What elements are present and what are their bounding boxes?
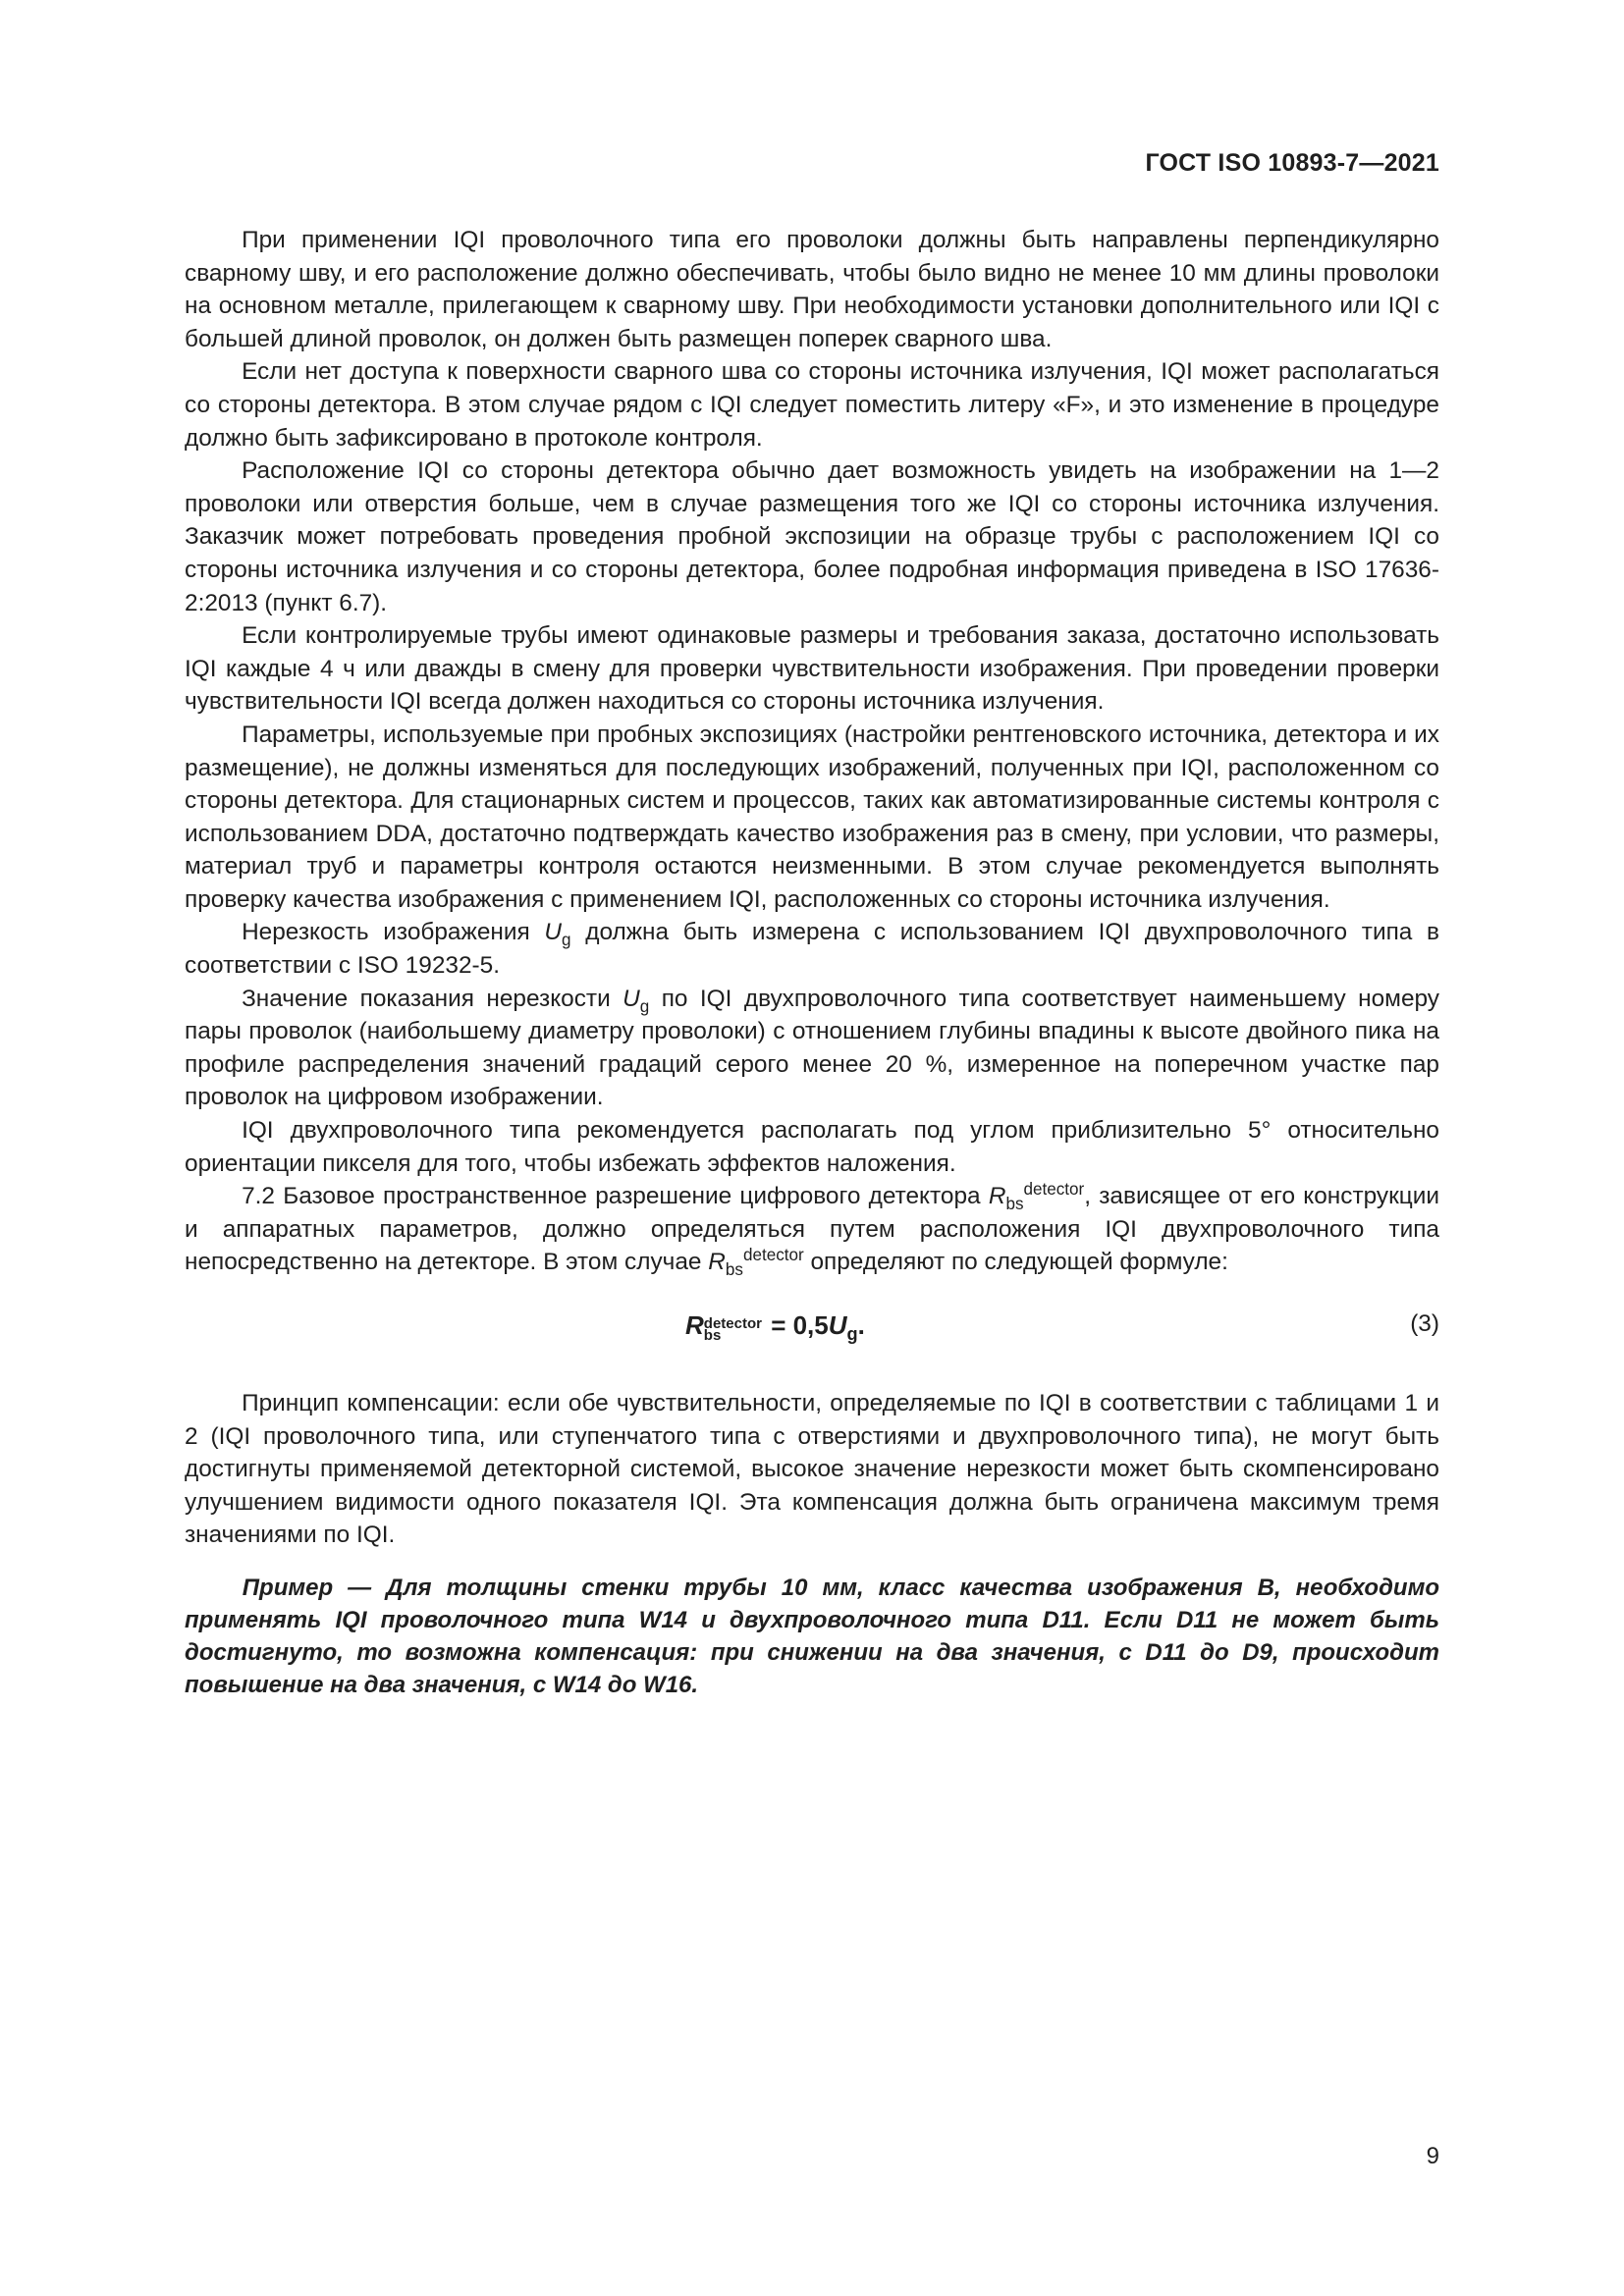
equation-number: (3): [1410, 1310, 1439, 1337]
superscript-detector: detector: [1023, 1180, 1085, 1200]
formula-rhs-suffix: .: [857, 1310, 865, 1340]
symbol-u: U: [623, 985, 640, 1012]
formula-symbol-u: U: [828, 1310, 847, 1340]
formula-subscript-g: g: [846, 1324, 858, 1345]
paragraph-iqi-frequency: Если контролируемые трубы имеют одинаковые размеры и требования заказа, достаточно использовать IQI каждые 4 ч или дважды в смену для проверки чувствительности изображения. При проведении проверки чувствительности IQI всегда должен находиться со стороны источника излучения.: [185, 622, 1439, 716]
paragraph-exposure-parameters: Параметры, используемые при пробных экспозициях (настройки рентгеновского источника, детектора и их размещение), не должны изменяться для последующих изображений, полученных при IQI, расположенном со стороны детектора. Для стационарных систем и процессов, таких как автоматизированные системы контроля с использованием DDA, достаточно подтверждать качество изображения раз в смену, при условии, что размеры, материал труб и параметры контроля остаются неизменными. В этом случае рекомендуется выполнять проверку качества изображения с применением IQI, расположенных со стороны источника излучения.: [185, 721, 1439, 913]
text-fragment: должна быть измерена с использованием IQI двухпроволочного типа в соответствии с ISO 19232-5.: [185, 919, 1440, 980]
formula-superscript-detector: detector: [703, 1315, 762, 1332]
superscript-detector: detector: [742, 1246, 804, 1265]
subscript-g: g: [639, 996, 650, 1016]
paragraph-unsharpness-measurement: [185, 916, 1439, 982]
formula-subscript-bs: bs: [703, 1327, 722, 1344]
text-fragment: Нерезкость изображения: [242, 919, 545, 946]
text-fragment: Значение показания нерезкости: [242, 985, 623, 1012]
paragraph-detector-side-placement: Если нет доступа к поверхности сварного шва со стороны источника излучения, IQI может располагаться со стороны детектора. В этом случае рядом с IQI следует поместить литеру «F», и это изменение в процедуре должно быть зафиксировано в протоколе контроля.: [185, 358, 1439, 452]
text-fragment: определяют по следующей формуле:: [803, 1249, 1228, 1276]
document-body: [185, 224, 1439, 1701]
subscript-bs: bs: [725, 1260, 743, 1280]
paragraph-duplex-iqi-angle: IQI двухпроволочного типа рекомендуется располагать под углом приблизительно 5° относительно ориентации пикселя для того, чтобы избежать эффектов наложения.: [185, 1117, 1439, 1177]
formula-3: [685, 1310, 865, 1345]
paragraph-unsharpness-reading: [185, 983, 1439, 1114]
subscript-bs: bs: [1005, 1195, 1024, 1214]
document-code-header: ГОСТ ISO 10893-7—2021: [1145, 149, 1439, 177]
paragraph-detector-side-visibility: Расположение IQI со стороны детектора обычно дает возможность увидеть на изображении на 1—2 проволоки или отверстия больше, чем в случае размещения того же IQI со стороны источника излучения. Заказчик может потребовать проведения пробной экспозиции на образце трубы с расположением IQI со стороны источника излучения и со стороны детектора, более подробная информация приведена в ISO 17636-2:2013 (пункт 6.7).: [185, 457, 1439, 616]
formula-row: [185, 1279, 1439, 1387]
formula-indices: [703, 1315, 762, 1344]
example-note: Пример — Для толщины стенки трубы 10 мм, класс качества изображения В, необходимо применять IQI проволочного типа W14 и двухпроволочного типа D11. Если D11 не может быть достигнуто, то возможна компенсация: при снижении на два значения, с D11 до D9, происходит повышение на два значения, с W14 до W16.: [185, 1574, 1439, 1698]
symbol-r: R: [988, 1183, 1006, 1210]
paragraph-basic-spatial-resolution: [185, 1180, 1439, 1279]
text-fragment: , зависящее от его конструкции и аппаратных параметров, должно определяться путем расположения IQI двухпроволочного типа непосредственно на детекторе. В этом случае: [185, 1183, 1439, 1276]
formula-symbol-r: R: [685, 1310, 704, 1340]
paragraph-wire-iqi-placement: При применении IQI проволочного типа его проволоки должны быть направлены перпендикулярно сварному шву, и его расположение должно обеспечивать, чтобы было видно не менее 10 мм длины проволоки на основном металле, прилегающем к сварному шву. При необходимости установки дополнительного или IQI с большей длиной проволок, он должен быть размещен поперек сварного шва.: [185, 227, 1439, 352]
text-fragment: 7.2 Базовое пространственное разрешение цифрового детектора: [242, 1183, 989, 1210]
page-number: 9: [1426, 2143, 1439, 2169]
formula-rhs-prefix: = 0,5: [763, 1310, 829, 1340]
paragraph-compensation-principle: Принцип компенсации: если обе чувствительности, определяемые по IQI в соответствии с таблицами 1 и 2 (IQI проволочного типа, или ступенчатого типа с отверстиями и двухпроволочного типа), не могут быть достигнуты применяемой детекторной системой, высокое значение нерезкости может быть скомпенсировано улучшением видимости одного показателя IQI. Эта компенсация должна быть ограничена максимум тремя значениями по IQI.: [185, 1390, 1439, 1549]
text-fragment: по IQI двухпроволочного типа соответствует наименьшему номеру пары проволок (наибольшему диаметру проволоки) с отношением глубины впадины к высоте двойного пика на профиле распределения значений градаций серого менее 20 %, измеренное на поперечном участке пар проволок на цифровом изображении.: [185, 985, 1439, 1111]
symbol-r: R: [708, 1249, 726, 1276]
subscript-g: g: [562, 931, 571, 950]
symbol-u: U: [544, 919, 563, 946]
